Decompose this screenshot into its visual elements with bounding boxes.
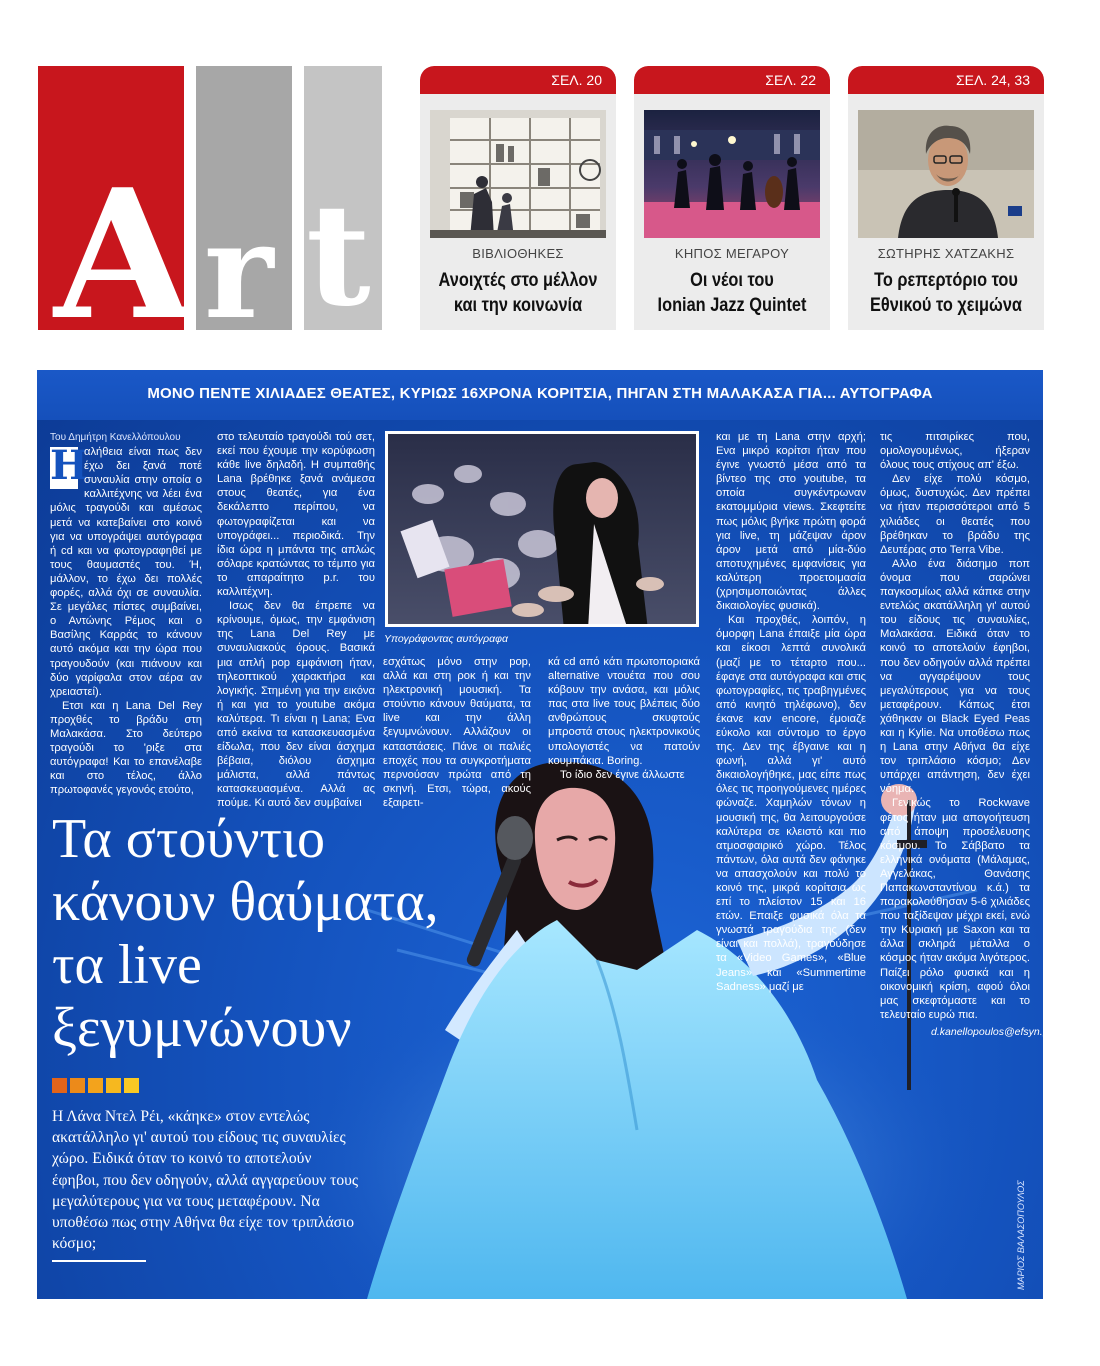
- headline-line: ξεγυμνώνουν: [52, 997, 352, 1059]
- article-deck: Η Λάνα Ντελ Ρέι, «κάηκε» στον εντελώς ακατάλληλο γι' αυτού του είδους τις συναυλίες χώρο. Ειδικά όταν το κοινό το αποτελούν έφηβοι, που δεν οδηγούν, αλλά αγγαρεύουν τους μεγαλύτερους για να τους μεταφέρουν. Να υποθέσω πως στην Αθήνα θα είχε τον τριπλάσιο κόσμο;: [52, 1108, 359, 1253]
- decorative-square: [124, 1078, 139, 1093]
- teaser-title-line: Εθνικού το χειμώνα: [870, 295, 1022, 316]
- decorative-square: [52, 1078, 67, 1093]
- teaser-title-line: Οι νέοι του: [690, 270, 774, 291]
- photo-caption: Υπογράφοντας αυτόγραφα: [384, 633, 508, 645]
- paragraph: και με τη Lana στην αρχή; Ενα μικρό κορίτσι ήταν που έγινε γνωστό μέσα από τα βίντεο της στο youtube, τα οποία συγκέντρωναν εκατομμύρια views. Σκεφτείτε πως μόλις βγήκε πρώτη φορά για live, τη μάζεψαν άρον άρον μετά από μία-δύο αποτυχημένες εμφανίσεις για καλύτερη προετοιμασία (χρησιμοποιώντας άλλες δικαιολογίες φυσικά).: [716, 431, 866, 613]
- paragraph: Αλλο ένα διάσημο ποπ όνομα που σαρώνει παγκοσμίως αλλά κάπκε στην εντελώς ακατάλληλη γι' αυτού του είδους τις συναυλίες, Μαλακάσα. Ειδικά όταν το κοινό το αποτελούν έφηβοι, που δεν οδηγούν αλλά πρέπει να αγγαρέψουν τους μεγαλύτερους για να τους μεταφέρουν. Κάπως έτσι χάθηκαν οι Black Eyed Peas και η Kylie. Να υποθέσω πως η Lana στην Αθήνα θα είχε τον τριπλάσιο κόσμο; Δεν υπάρχει απάντηση, δεν έχει νόημα.: [880, 557, 1030, 796]
- article-column-3: [383, 655, 531, 810]
- teaser-title-line: Το ρεπερτόριο του: [874, 270, 1018, 291]
- paragraph: Και προχθές, λοιπόν, η όμορφη Lana έπαιξε μία ώρα και είκοσι λεπτά συνολικά (μαζί με το τέταρτο που... έφαγε στα αυτόγραφα και στις φωτογραφίες, τις τραβηγμένες από κινητό τηλέφωνο), δεν έκανε καν encore, έμοιαζε εύκολο και σύντομο το έργο της. Δεν της έβγαινε και η φωνή, αλλά γι' αυτό δικαιολογήθηκε, μας είπε πως όλες τις προηγούμενες ημέρες φώναζε. Χαμηλών τόνων η μουσική της, θα λειτουργούσε καλύτερα σε κλειστό και πιο ατμοσφαιρικό χώρο. Τέλος πάντων, όλα αυτά δεν φάνηκε να απασχολούν και πολύ το κοινό της, μικρά κορίτσια ως επί το πλείστον 15 και 16 ετών. Επαιξε φυσικά όλα τα γνωστά τραγούδια της (δεν είναι και πολλά), τραγούδησε τα «Video Games», «Blue Jeans» και «Summertime Sadness» μαζί με: [716, 614, 866, 993]
- paragraph: Το ίδιο δεν έγινε άλλωστε: [560, 768, 685, 781]
- teaser-photo-portrait: [858, 110, 1034, 238]
- paragraph: αλήθεια είναι πως δεν έχω δει ξανά ποτέ συναυλία στην οποία ο καλλιτέχνης να λέει ένα μόλις τραγούδι και αμέσως μετά να κατεβαίνει στο κοινό για να υπογράψει αυτόγραφα ή cd και να φωτογραφηθεί με τους θαυμαστές του. Ή, μάλλον, το έχω δει πολλές φορές, αλλά όχι σε συναυλία. Σε μεγάλες πίστες συμβαίνει, ο Αντώνης Ρέμος και ο Βασίλης Καρράς το κάνουν αυτό ακόμα και την ώρα που τραγουδούν (και πιάνουν και δύο γαρίφαλα στον αέρα αν χρειαστεί).: [50, 446, 202, 698]
- teaser-kicker: ΣΩΤΗΡΗΣ ΧΑΤΖΑΚΗΣ: [877, 246, 1015, 261]
- paragraph: κά cd από κάτι πρωτοποριακά alternative ντουέτα που σου κόβουν την ανάσα, και μόλις πας στα live τους βλέπεις δύο ανθρώπους σκυφτούς μπροστά στους ηλεκτρονικούς υπολογιστές να πατούν κουμπάκια. Boring.: [548, 656, 700, 767]
- teaser-libraries[interactable]: [420, 66, 616, 330]
- article-column-6: [880, 430, 1030, 1022]
- paragraph: Ισως δεν θα έπρεπε να κρίνουμε, όμως, την εμφάνιση της Lana Del Rey με συναυλιακούς όρους. Βασικά μια απλή pop εμφάνιση ήταν, τηλεοπτικού χαρακτήρα και λογικής. Στημένη για την εικόνα ή και για το youtube ακόμα καλύτερα. Τι είναι η Lana; Ενα από εκείνα τα κατασκευασμένα είδωλα, που δεν είναι άσχημα βέβαια, διόλου άσχημα μάλιστα, αλλά πάντως κατασκευασμένα. Αλλά ας πούμε. Κι αυτό δεν συμβαίνει: [217, 600, 375, 810]
- teaser-page-ref: ΣΕΛ. 20: [420, 66, 616, 94]
- teaser-title: [434, 268, 603, 318]
- masthead-letter-t: t: [306, 174, 371, 338]
- decorative-square: [106, 1078, 121, 1093]
- paragraph: τις πιτσιρίκες που, ομολογουμένως, ήξεραν όλους τους στίχους απ' έξω.: [880, 431, 1030, 472]
- paragraph: Δεν είχε πολύ κόσμο, όμως, δυστυχώς. Δεν πρέπει να ήταν περισσότεροι από 5 χιλιάδες οι θεατές που βρέθηκαν το βράδυ της Δευτέρας στο Terra Vibe.: [880, 473, 1030, 556]
- author-email[interactable]: d.kanellopoulos@efsyn.gr: [931, 1026, 1052, 1038]
- decorative-squares: [52, 1078, 142, 1098]
- article-kicker: ΜΟΝΟ ΠΕΝΤΕ ΧΙΛΙΑΔΕΣ ΘΕΑΤΕΣ, ΚΥΡΙΩΣ 16ΧΡΟΝΑ ΚΟΡΙΤΣΙΑ, ΠΗΓΑΝ ΣΤΗ ΜΑΛΑΚΑΣΑ ΓΙΑ... ΑΥΤΟΓΡΑΦΑ: [147, 385, 933, 402]
- drop-cap: Η: [50, 442, 88, 490]
- teaser-title-line: Ionian Jazz Quintet: [657, 295, 807, 316]
- headline-line: τα live: [52, 934, 202, 996]
- byline: Του Δημήτρη Κανελλόπουλου: [50, 432, 181, 443]
- teaser-photo-library: [430, 110, 606, 238]
- deck-rule: [52, 1260, 146, 1262]
- decorative-square: [88, 1078, 103, 1093]
- teaser-jazz[interactable]: [634, 66, 830, 330]
- teaser-page-ref: ΣΕΛ. 24, 33: [848, 66, 1044, 94]
- teaser-national-theatre[interactable]: [848, 66, 1044, 330]
- article-column-2: [217, 430, 375, 811]
- teaser-kicker: ΚΗΠΟΣ ΜΕΓΑΡΟΥ: [674, 246, 790, 261]
- article-column-4: [548, 655, 700, 782]
- article-kicker-strip: [37, 370, 1043, 420]
- teaser-kicker: ΒΙΒΛΙΟΘΗΚΕΣ: [472, 246, 564, 261]
- article-headline: [52, 808, 439, 1060]
- teaser-title-line: και την κοινωνία: [453, 295, 583, 316]
- headline-line: κάνουν θαύματα,: [52, 871, 439, 933]
- paragraph: εσχάτως μόνο στην pop, αλλά και στη ροκ ή και την ηλεκτρονική μουσική. Τα στούντιο κάνουν θαύματα, τα live και την άλλη ξεγυμνώνουν. Αλλάζουν οι καταστάσεις. Πάνε οι παλιές εποχές που τα συγκροτήματα περνούσαν πρώτα από τη σκηνή. Ετσι, τώρα, ακούς εξαιρετι-: [383, 656, 531, 809]
- paragraph: στο τελευταίο τραγούδι τού σετ, εκεί που έχουμε την κορύφωση κάθε live δηλαδή. Η συμπαθής Lana βρέθηκε ξανά ανάμεσα στους θεατές, για ένα δεκάλεπτο περίπου, να φωτογραφίζεται και να υπογράφει... περιοδικά. Την ίδια ώρα η μπάντα της απλώς σόλαρε κρατώντας το τέμπο για το απαραίτητο p.r. του καλλιτέχνη.: [217, 431, 375, 599]
- teaser-title-line: Ανοιχτές στο μέλλον: [438, 270, 598, 291]
- headline-line: Τα στούντιο: [52, 808, 325, 870]
- autograph-photo: [385, 431, 699, 627]
- article-column-5: [716, 430, 866, 994]
- masthead-letter-a: A: [54, 150, 193, 359]
- teaser-photo-jazz-concert: [644, 110, 820, 238]
- paragraph: Γενικώς το Rockwave φέτος ήταν μια απογοήτευση από άποψη προσέλευσης κόσμου. Το Σάββατο τα ελληνικά ονόματα (Μάλαμας, Αγγελάκας, Θανάσης Παπακωνσταντίνου κ.ά.) τα παρακολούθησαν 5-6 χιλιάδες που ταξίδεψαν μέχρι εκεί, ενώ την Κυριακή με Saxon και τα άλλα σκληρά μέταλλα ο κόσμος ήταν ακόμα λιγότερος. Παίζει ρόλο φυσικά και η οικονομική κρίση, αφού όλοι μας σκεφτόμαστε και το τελευταίο ευρώ πια.: [880, 797, 1030, 1021]
- teaser-page-ref: ΣΕΛ. 22: [634, 66, 830, 94]
- photo-credit: ΜΑΡΙΟΣ ΒΑΛΑΣΟΠΟΥΛΟΣ: [1016, 1180, 1026, 1290]
- section-masthead: [38, 66, 382, 359]
- masthead-letter-r: r: [204, 194, 274, 349]
- paragraph: Ετσι και η Lana Del Rey προχθές το βράδυ στη Μαλακάσα. Στο δεύτερο τραγούδι το 'ριξε στα αυτόγραφα! Και το επανέλαβε και στο τέλος, άλλο πρωτοφανές γεγονός ετούτο,: [50, 699, 202, 797]
- decorative-square: [70, 1078, 85, 1093]
- article-column-1: [50, 431, 202, 797]
- teaser-title: [648, 268, 817, 318]
- teaser-title: [862, 268, 1031, 318]
